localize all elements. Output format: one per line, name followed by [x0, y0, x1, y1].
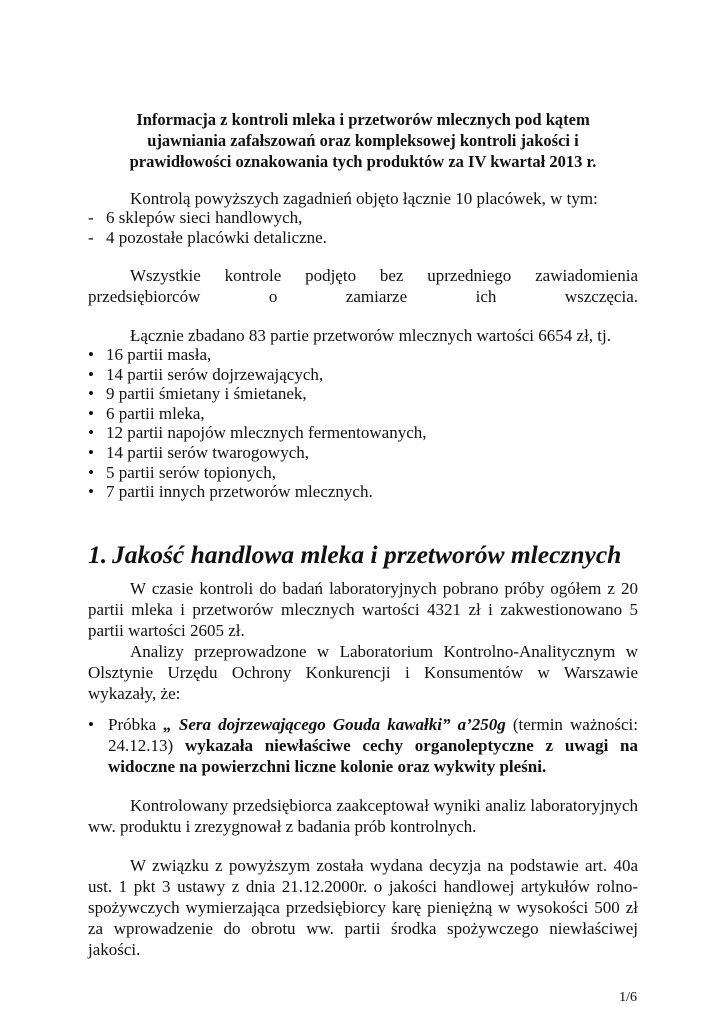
title-line-2: ujawniania zafałszowań oraz kompleksowej kontroli jakości i: [147, 131, 579, 150]
total-paragraph: Łącznie zbadano 83 partie przetworów mlecznych wartości 6654 zł, tj.: [130, 326, 611, 345]
list-item: • 7 partii innych przetworów mlecznych.: [88, 482, 638, 502]
list-item: • 12 partii napojów mlecznych fermentowanych,: [88, 423, 638, 443]
page-number: 1/6: [619, 990, 637, 1005]
list-item: • 16 partii masła,: [88, 345, 638, 365]
analysis-paragraph: Analizy przeprowadzone w Laboratorium Kontrolno-Analitycznym w Olsztynie Urzędu Ochrony Konkurencji i Konsumentów w Warszawie wykazały, że:: [88, 642, 638, 703]
sample-expiry: (termin ważności: 24.12.13): [108, 715, 638, 755]
section-heading: [88, 540, 621, 570]
sample-prefix: Próbka: [108, 715, 157, 734]
bullet-icon: •: [88, 715, 94, 734]
outlets-list: [88, 208, 638, 247]
list-item: • 9 partii śmietany i śmietanek,: [88, 384, 638, 404]
sample-product-name: „ Sera dojrzewającego Gouda kawałki” a’250g: [163, 715, 506, 734]
list-item: • 14 partii serów dojrzewających,: [88, 365, 638, 385]
list-item: • 5 partii serów topionych,: [88, 463, 638, 483]
title-line-3: prawidłowości oznakowania tych produktów za IV kwartał 2013 r.: [129, 152, 597, 171]
section-title: Jakość handlowa mleka i przetworów mlecznych: [112, 540, 622, 569]
section-number: 1.: [88, 540, 108, 569]
list-item: • 14 partii serów twarogowych,: [88, 443, 638, 463]
list-item: - 4 pozostałe placówki detaliczne.: [88, 228, 638, 248]
sample-finding: [88, 714, 638, 777]
document-title: [88, 109, 638, 172]
list-item: • 6 partii mleka,: [88, 404, 638, 424]
batches-list: [88, 345, 638, 502]
intro-paragraph: Kontrolą powyższych zagadnień objęto łącznie 10 placówek, w tym:: [130, 189, 598, 208]
title-line-1: Informacja z kontroli mleka i przetworów mlecznych pod kątem: [136, 110, 590, 129]
decision-paragraph: W związku z powyższym została wydana decyzja na podstawie art. 40a ust. 1 pkt 3 ustawy z dnia 21.12.2000r. o jakości handlowej artykułów rolno-spożywczych wymierzająca przedsiębiorcy karę pieniężną w wysokości 500 zł za wprowadzenie do obrotu ww. partii środka spożywczego niewłaściwej jakości.: [88, 856, 638, 959]
list-item: - 6 sklepów sieci handlowych,: [88, 208, 638, 228]
sample-finding-text: wykazała niewłaściwe cechy organoleptyczne z uwagi na widoczne na powierzchni liczne kolonie oraz wykwity pleśni.: [108, 736, 639, 776]
no-notice-paragraph: Wszystkie kontrole podjęto bez uprzedniego zawiadomienia przedsiębiorców o zamiarze ich wszczęcia.: [88, 266, 638, 306]
acceptance-paragraph: Kontrolowany przedsiębiorca zaakceptował wyniki analiz laboratoryjnych ww. produktu i zrezygnował z badania prób kontrolnych.: [88, 796, 638, 836]
sampling-paragraph: W czasie kontroli do badań laboratoryjnych pobrano próby ogółem z 20 partii mleka i przetworów mlecznych wartości 4321 zł i zakwestionowano 5 partii wartości 2605 zł.: [88, 579, 638, 640]
